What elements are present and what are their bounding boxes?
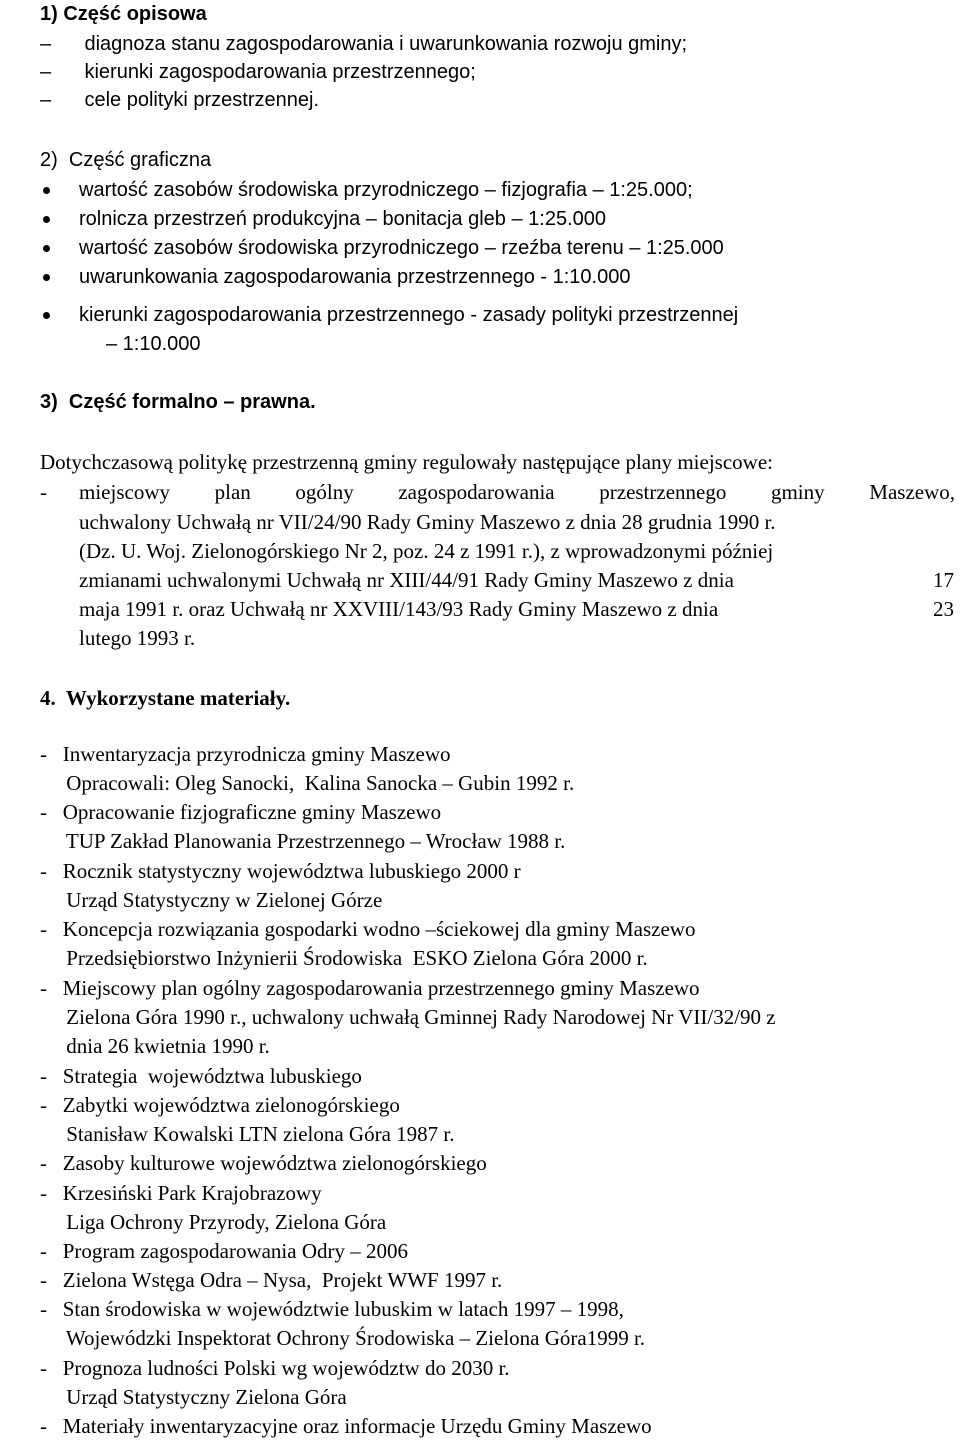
materials-list-item-detail: Opracowali: Oleg Sanocki, Kalina Sanocka – Gubin 1992 r.: [40, 771, 575, 795]
plan-item-line-end: 23: [933, 597, 954, 621]
plan-item-line: miejscowy plan ogólny zagospodarowania przestrzennego gminy Maszewo,: [79, 480, 955, 504]
materials-list-item: - Stan środowiska w województwie lubuskim w latach 1997 – 1998,: [40, 1297, 624, 1321]
section-1-item: – diagnoza stanu zagospodarowania i uwarunkowania rozwoju gminy;: [40, 33, 688, 55]
bullet-dot-icon: [43, 274, 50, 281]
materials-list-item-detail: Wojewódzki Inspektorat Ochrony Środowiska – Zielona Góra1999 r.: [40, 1326, 646, 1350]
materials-list-item-detail: Zielona Góra 1990 r., uchwalony uchwałą Gminnej Rady Narodowej Nr VII/32/90 z: [40, 1005, 776, 1029]
materials-list-item: - Opracowanie fizjograficzne gminy Maszewo: [40, 800, 442, 824]
materials-list-item: - Zielona Wstęga Odra – Nysa, Projekt WWF 1997 r.: [40, 1268, 503, 1292]
materials-list-item: - Materiały inwentaryzacyjne oraz informacje Urzędu Gminy Maszewo: [40, 1414, 652, 1438]
plan-item-line: maja 1991 r. oraz Uchwałą nr XXVIII/143/93 Rady Gminy Maszewo z dnia: [79, 597, 719, 621]
materials-list-item: - Koncepcja rozwiązania gospodarki wodno –ściekowej dla gminy Maszewo: [40, 917, 696, 941]
section-1-item: – cele polityki przestrzennej.: [40, 89, 320, 111]
section-2-item: kierunki zagospodarowania przestrzennego - zasady polityki przestrzennej: [79, 304, 739, 326]
section-1-item: – kierunki zagospodarowania przestrzennego;: [40, 61, 476, 83]
section-3-heading: 3) Część formalno – prawna.: [40, 391, 316, 413]
section-3-intro: Dotychczasową politykę przestrzenną gminy regulowały następujące plany miejscowe:: [40, 450, 773, 474]
section-2-item: uwarunkowania zagospodarowania przestrzennego - 1:10.000: [79, 266, 631, 288]
materials-list-item-detail: dnia 26 kwietnia 1990 r.: [40, 1034, 270, 1058]
bullet-dot-icon: [43, 216, 50, 223]
section-4-heading: 4. Wykorzystane materiały.: [40, 686, 291, 710]
materials-list-item: - Zasoby kulturowe województwa zielonogórskiego: [40, 1151, 487, 1175]
plan-item-line: lutego 1993 r.: [79, 626, 196, 650]
section-2-item: wartość zasobów środowiska przyrodniczego – rzeźba terenu – 1:25.000: [79, 237, 724, 259]
materials-list-item: - Krzesiński Park Krajobrazowy: [40, 1181, 322, 1205]
materials-list-item: - Prognoza ludności Polski wg województw do 2030 r.: [40, 1356, 510, 1380]
materials-list-item: - Zabytki województwa zielonogórskiego: [40, 1093, 400, 1117]
plan-item-line: zmianami uchwalonymi Uchwałą nr XIII/44/91 Rady Gminy Maszewo z dnia: [79, 568, 734, 592]
materials-list-item-detail: TUP Zakład Planowania Przestrzennego – Wrocław 1988 r.: [40, 829, 566, 853]
section-2-item: wartość zasobów środowiska przyrodniczego – fizjografia – 1:25.000;: [79, 179, 693, 201]
list-dash: -: [40, 480, 47, 504]
section-2-item: rolnicza przestrzeń produkcyjna – bonitacja gleb – 1:25.000: [79, 208, 606, 230]
plan-item-line: (Dz. U. Woj. Zielonogórskiego Nr 2, poz. 24 z 1991 r.), z wprowadzonymi później: [79, 539, 774, 563]
section-1-heading: 1) Część opisowa: [40, 3, 207, 25]
materials-list-item: - Miejscowy plan ogólny zagospodarowania przestrzennego gminy Maszewo: [40, 976, 700, 1000]
materials-list-item: - Inwentaryzacja przyrodnicza gminy Maszewo: [40, 742, 451, 766]
section-2-heading: 2) Część graficzna: [40, 149, 212, 171]
materials-list-item-detail: Urząd Statystyczny w Zielonej Górze: [40, 888, 383, 912]
bullet-dot-icon: [43, 245, 50, 252]
materials-list-item-detail: Urząd Statystyczny Zielona Góra: [40, 1385, 347, 1409]
bullet-dot-icon: [43, 187, 50, 194]
section-2-item-continuation: – 1:10.000: [106, 333, 201, 355]
plan-item-line-end: 17: [933, 568, 954, 592]
materials-list-item: - Rocznik statystyczny województwa lubuskiego 2000 r: [40, 859, 521, 883]
plan-item-line: uchwalony Uchwałą nr VII/24/90 Rady Gminy Maszewo z dnia 28 grudnia 1990 r.: [79, 510, 776, 534]
materials-list-item: - Strategia województwa lubuskiego: [40, 1064, 362, 1088]
materials-list-item: - Program zagospodarowania Odry – 2006: [40, 1239, 408, 1263]
materials-list-item-detail: Stanisław Kowalski LTN zielona Góra 1987 r.: [40, 1122, 455, 1146]
materials-list-item-detail: Przedsiębiorstwo Inżynierii Środowiska ESKO Zielona Góra 2000 r.: [40, 946, 648, 970]
materials-list-item-detail: Liga Ochrony Przyrody, Zielona Góra: [40, 1210, 387, 1234]
bullet-dot-icon: [43, 312, 50, 319]
